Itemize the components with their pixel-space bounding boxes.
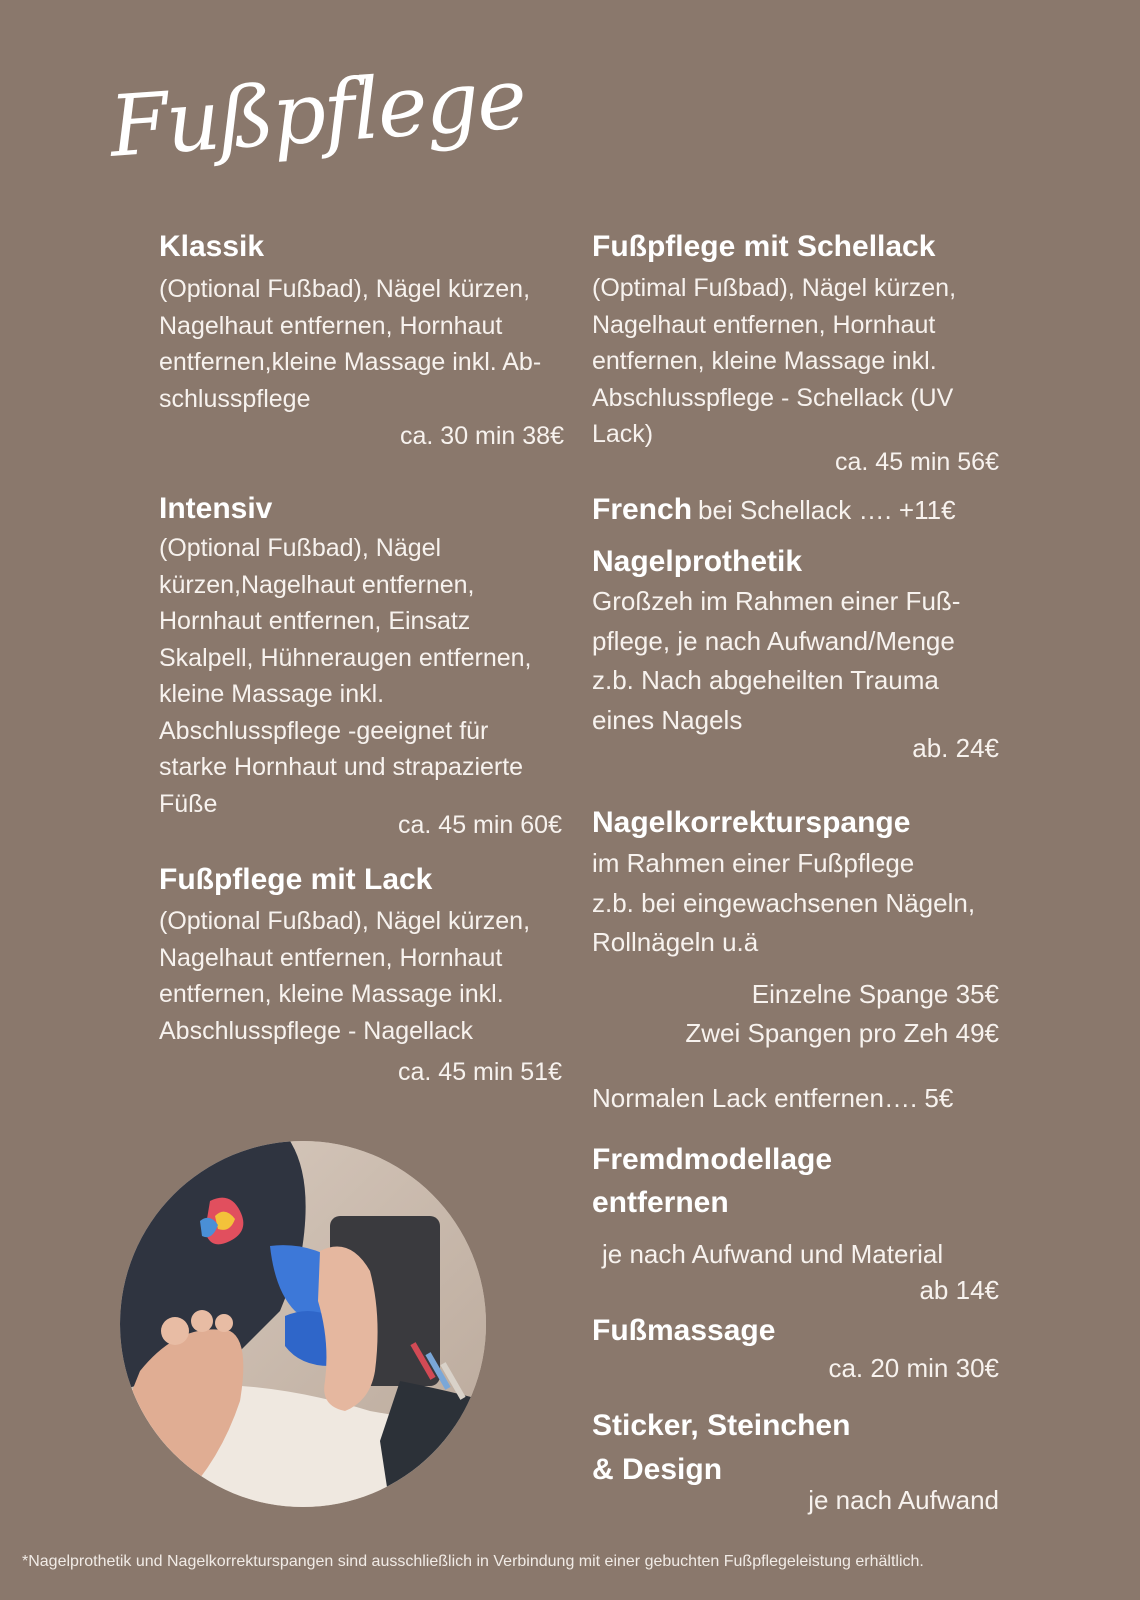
fremd-description: je nach Aufwand und Material — [602, 1239, 944, 1269]
text-line: z.b. bei eingewachsenen Nägeln, — [592, 887, 976, 918]
lack-description — [159, 903, 579, 1049]
intensiv-price: ca. 45 min 60€ — [398, 811, 562, 839]
korrektur-description — [592, 844, 1022, 963]
text-line: Abschlusspflege - Nagellack — [159, 1016, 474, 1045]
text-line: (Optional Fußbad), Nägel kürzen, — [159, 275, 531, 303]
klassik-price: ca. 30 min 38€ — [400, 422, 564, 450]
design-title-line1: Sticker, Steinchen — [592, 1409, 851, 1442]
text-line: entfernen,kleine Massage inkl. Ab- — [159, 348, 542, 376]
lack-title: Fußpflege mit Lack — [159, 863, 433, 896]
text-line: (Optional Fußbad), Nägel kürzen, — [159, 907, 531, 935]
design-title-line2: & Design — [592, 1453, 723, 1486]
french-title: French — [592, 493, 693, 526]
schellack-price: ca. 45 min 56€ — [835, 448, 999, 476]
fremd-title-line2: entfernen — [592, 1186, 729, 1219]
schellack-title: Fußpflege mit Schellack — [592, 230, 936, 263]
klassik-title: Klassik — [159, 230, 265, 263]
intensiv-title: Intensiv — [159, 492, 273, 525]
text-line: schlusspflege — [159, 384, 311, 413]
korrektur-title: Nagelkorrekturspange — [592, 806, 911, 839]
text-line: (Optional Fußbad), Nägel — [159, 534, 442, 562]
schellack-description — [592, 270, 1012, 453]
nagelprothetik-title: Nagelprothetik — [592, 545, 803, 578]
text-line: Nagelhaut entfernen, Hornhaut — [592, 310, 936, 339]
korrektur-price-double: Zwei Spangen pro Zeh 49€ — [685, 1018, 999, 1048]
nagelprothetik-description — [592, 582, 1022, 740]
massage-title: Fußmassage — [592, 1314, 776, 1347]
text-line: eines Nagels — [592, 704, 743, 735]
fremd-price: ab 14€ — [919, 1275, 999, 1305]
text-line: Füße — [159, 789, 218, 818]
intensiv-description — [159, 530, 579, 822]
fremd-title-line1: Fremdmodellage — [592, 1143, 833, 1176]
massage-price: ca. 20 min 30€ — [828, 1353, 999, 1383]
nagelprothetik-price: ab. 24€ — [912, 733, 999, 763]
text-line: Lack) — [592, 420, 654, 448]
text-line: starke Hornhaut und strapazierte — [159, 753, 524, 781]
pedicure-illustration — [120, 1141, 486, 1507]
page-title: Fußpflege — [106, 49, 528, 176]
text-line: entfernen, kleine Massage inkl. — [592, 347, 937, 375]
text-line: z.b. Nach abgeheilten Trauma — [592, 665, 939, 695]
text-line: Abschlusspflege -geeignet für — [159, 716, 489, 745]
text-line: Großzeh im Rahmen einer Fuß- — [592, 586, 961, 616]
text-line: im Rahmen einer Fußpflege — [592, 848, 915, 878]
klassik-description — [159, 271, 579, 417]
text-line: Nagelhaut entfernen, Hornhaut — [159, 943, 503, 972]
footnote: *Nagelprothetik und Nagelkorrekturspangen sind ausschließlich in Verbindung mit einer gebuchten Fußpflegeleistung erhältlich. — [22, 1553, 924, 1570]
text-line: Skalpell, Hühneraugen entfernen, — [159, 643, 532, 672]
text-line: Hornhaut entfernen, Einsatz — [159, 607, 471, 635]
text-line: entfernen, kleine Massage inkl. — [159, 980, 504, 1008]
lack-entfernen-price: Normalen Lack entfernen…. 5€ — [592, 1083, 954, 1113]
pedicure-photo — [120, 1141, 486, 1507]
french-price: bei Schellack …. +11€ — [698, 495, 956, 525]
design-price: je nach Aufwand — [808, 1485, 999, 1515]
text-line: Abschlusspflege - Schellack (UV — [592, 383, 954, 412]
text-line: kleine Massage inkl. — [159, 680, 385, 708]
lack-price: ca. 45 min 51€ — [398, 1058, 562, 1086]
text-line: Rollnägeln u.ä — [592, 927, 759, 957]
text-line: Nagelhaut entfernen, Hornhaut — [159, 311, 503, 340]
text-line: kürzen,Nagelhaut entfernen, — [159, 570, 475, 599]
french-row — [592, 488, 956, 532]
text-line: pflege, je nach Aufwand/Menge — [592, 625, 955, 656]
korrektur-price-single: Einzelne Spange 35€ — [751, 979, 999, 1009]
text-line: (Optimal Fußbad), Nägel kürzen, — [592, 274, 957, 302]
